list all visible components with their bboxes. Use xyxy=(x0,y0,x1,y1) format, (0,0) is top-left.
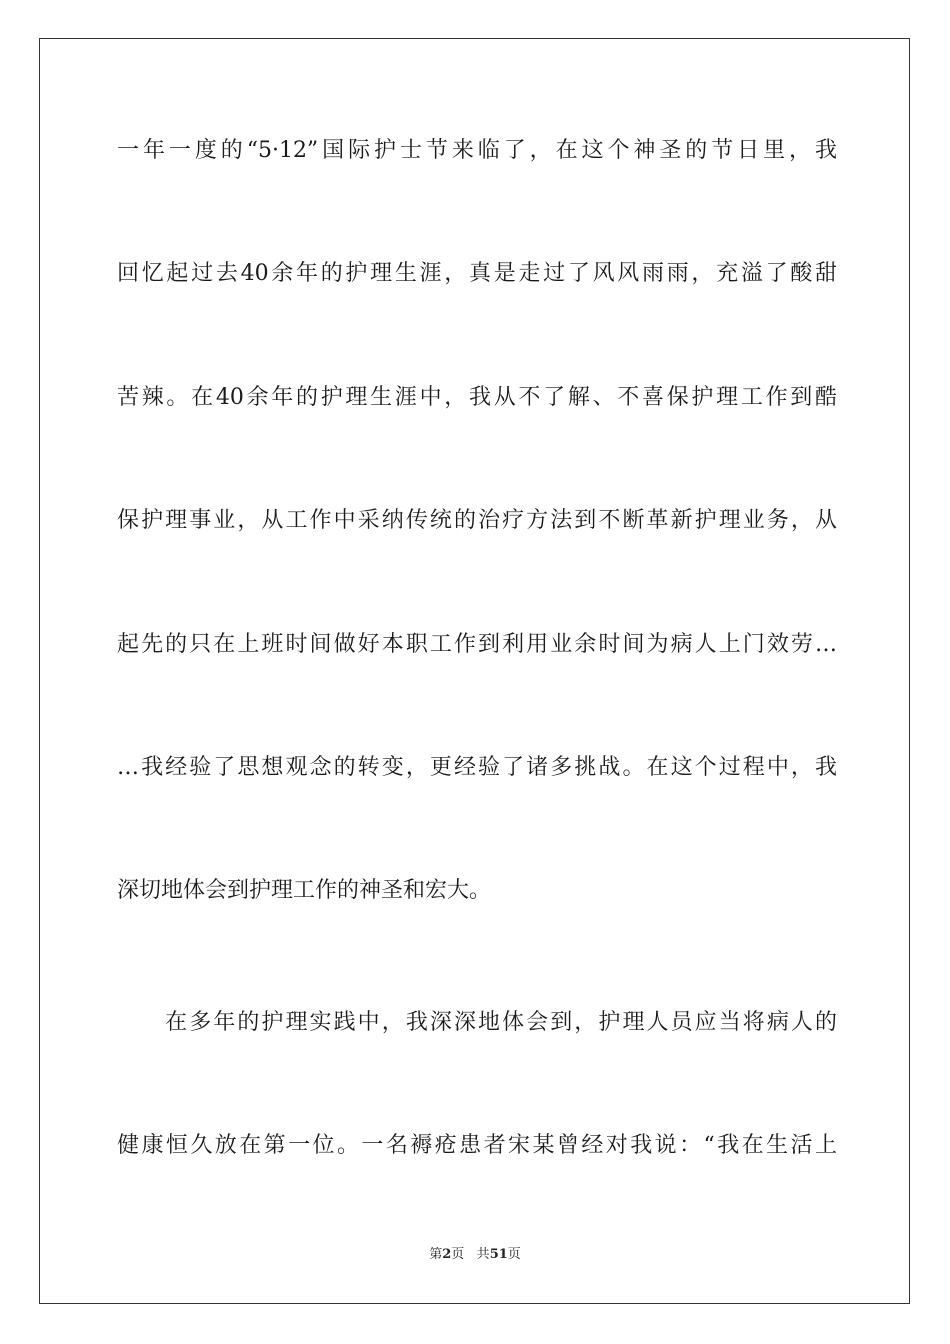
text-line-5: 起先的只在上班时间做好本职工作到利用业余时间为病人上门效劳… xyxy=(117,632,837,657)
footer-page-suffix: 页 xyxy=(451,1247,465,1262)
footer-page-number: 2 xyxy=(442,1247,452,1262)
footer-page-prefix: 第 xyxy=(429,1247,443,1262)
text-line-8: 在多年的护理实践中，我深深地体会到，护理人员应当将病人的 xyxy=(117,1010,837,1035)
text-line-4: 保护理事业，从工作中采纳传统的治疗方法到不断革新护理业务，从 xyxy=(117,508,837,533)
text-line-7: 深切地体会到护理工作的神圣和宏大。 xyxy=(117,878,492,903)
text-line-3: 苦辣。在40余年的护理生涯中，我从不了解、不喜保护理工作到酷 xyxy=(117,385,837,410)
footer-total-prefix: 共 xyxy=(476,1247,490,1262)
text-line-9: 健康恒久放在第一位。一名褥疮患者宋某曾经对我说：“我在生活上 xyxy=(117,1133,837,1158)
text-line-1: 一年一度的“5·12”国际护士节来临了，在这个神圣的节日里，我 xyxy=(117,138,837,163)
page-border xyxy=(39,38,910,1304)
footer-total-pages: 51 xyxy=(489,1247,508,1262)
text-line-6: …我经验了思想观念的转变，更经验了诸多挑战。在这个过程中，我 xyxy=(117,755,837,780)
page-footer xyxy=(0,1245,950,1265)
text-line-2: 回忆起过去40余年的护理生涯，真是走过了风风雨雨，充溢了酸甜 xyxy=(117,261,837,286)
footer-total-suffix: 页 xyxy=(507,1247,521,1262)
